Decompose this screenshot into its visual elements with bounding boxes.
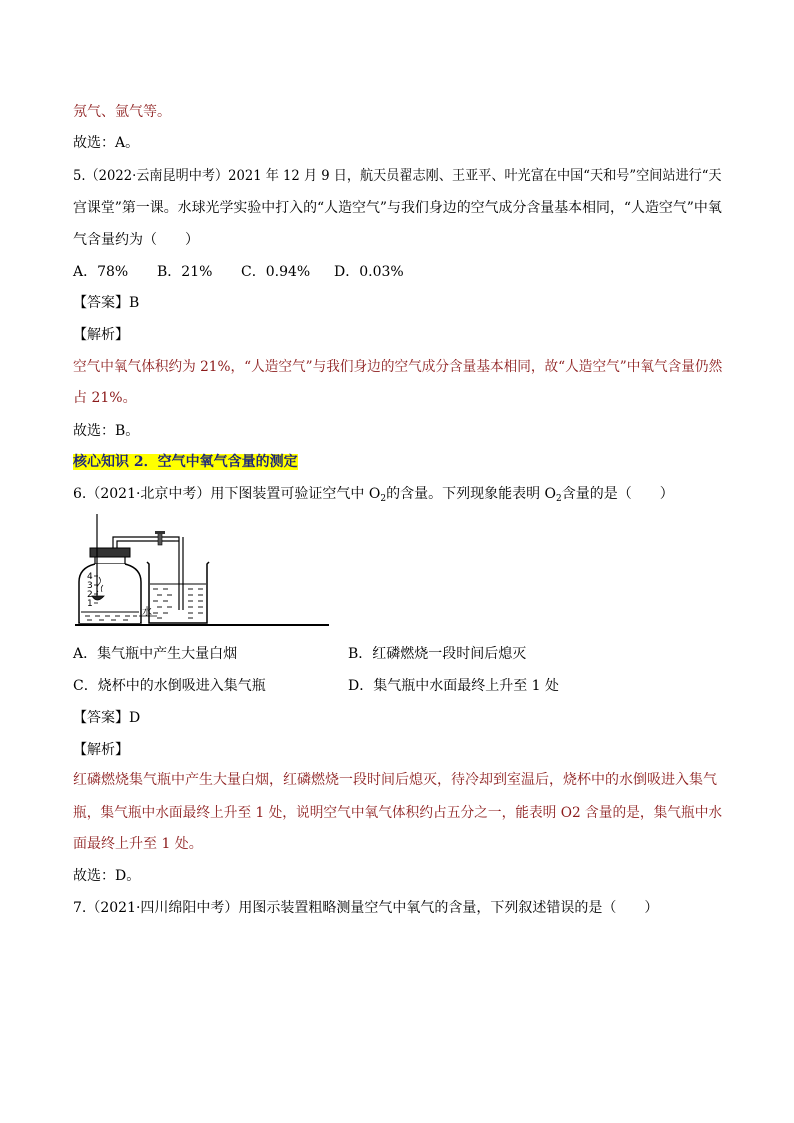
q5-option-b: B．21% (157, 264, 213, 280)
q5-option-a: A．78% (73, 264, 129, 280)
q6-option-d: D．集气瓶中水面最终上升至 1 处 (348, 678, 560, 694)
scale-mark-3: 3 (87, 581, 93, 591)
prev-choice: 故选：A。 (73, 135, 140, 151)
q5-choice: 故选：B。 (73, 423, 140, 439)
q7-stem-line1: 7.（2021·四川绵阳中考）用图示装置粗略测量空气中氧气的含量，下列叙述错误的是（ ） (73, 900, 659, 916)
section-title: 核心知识 2．空气中氧气含量的测定 (73, 454, 298, 470)
q6-analysis-line1: 红磷燃烧集气瓶中产生大量白烟，红磷燃烧一段时间后熄灭，待冷却到室温后，烧杯中的水倒吸进入集气 (73, 772, 717, 788)
q6-subscript-2: 2 (556, 494, 562, 504)
q6-answer: 【答案】D (73, 710, 141, 726)
q6-stem-post: 含量的是（ ） (561, 486, 674, 502)
beaker (147, 562, 209, 623)
q5-option-c: C．0.94% (241, 264, 311, 280)
clamp-icon (155, 531, 165, 545)
q6-option-b: B．红磷燃烧一段时间后熄灭 (348, 646, 527, 662)
scale-mark-2: 2 (87, 590, 93, 600)
q5-stem-line3: 气含量约为（ ） (73, 232, 199, 248)
q5-analysis-line1: 空气中氧气体积约为 21%，“人造空气”与我们身边的空气成分含量基本相同，故“人造空气”中氧气含量仍然 (73, 359, 723, 375)
q5-answer: 【答案】B (73, 295, 140, 311)
q6-analysis-label: 【解析】 (73, 742, 129, 758)
q6-subscript-1: 2 (380, 494, 387, 504)
q5-stem-line1: 5.（2022·云南昆明中考）2021 年 12 月 9 日，航天员翟志刚、王亚平、叶光富在中国“天和号”空间站进行“天 (73, 168, 722, 184)
prev-answer-tail: 氖气、氩气等。 (73, 104, 171, 120)
q5-analysis-label: 【解析】 (73, 327, 129, 343)
q6-apparatus-figure (73, 512, 333, 636)
q6-analysis-line3: 面最终上升至 1 处。 (73, 836, 203, 852)
q5-stem-line2: 宫课堂”第一课。水球光学实验中打入的“人造空气”与我们身边的空气成分含量基本相同，“人造空气”中氧 (73, 200, 722, 216)
q6-choice: 故选：D。 (73, 868, 141, 884)
q6-analysis-line2: 瓶，集气瓶中水面最终上升至 1 处，说明空气中氧气体积约占五分之一，能表明 O2 含量的是，集气瓶中水 (73, 805, 723, 821)
q5-option-d: D．0.03% (334, 264, 404, 280)
q6-option-c: C．烧杯中的水倒吸进入集气瓶 (73, 678, 266, 694)
q6-stem-pre: 6.（2021·北京中考）用下图装置可验证空气中 O (73, 486, 381, 502)
q6-stem-mid: 的含量。下列现象能表明 O (386, 486, 557, 502)
q6-option-a: A．集气瓶中产生大量白烟 (73, 646, 238, 662)
q5-analysis-line2: 占 21%。 (73, 390, 137, 406)
section-heading (73, 453, 298, 471)
water-label: 水 (142, 607, 152, 618)
scale-mark-4: 4 (87, 572, 93, 582)
scale-mark-1: 1 (87, 599, 93, 609)
q6-stem (73, 485, 674, 503)
